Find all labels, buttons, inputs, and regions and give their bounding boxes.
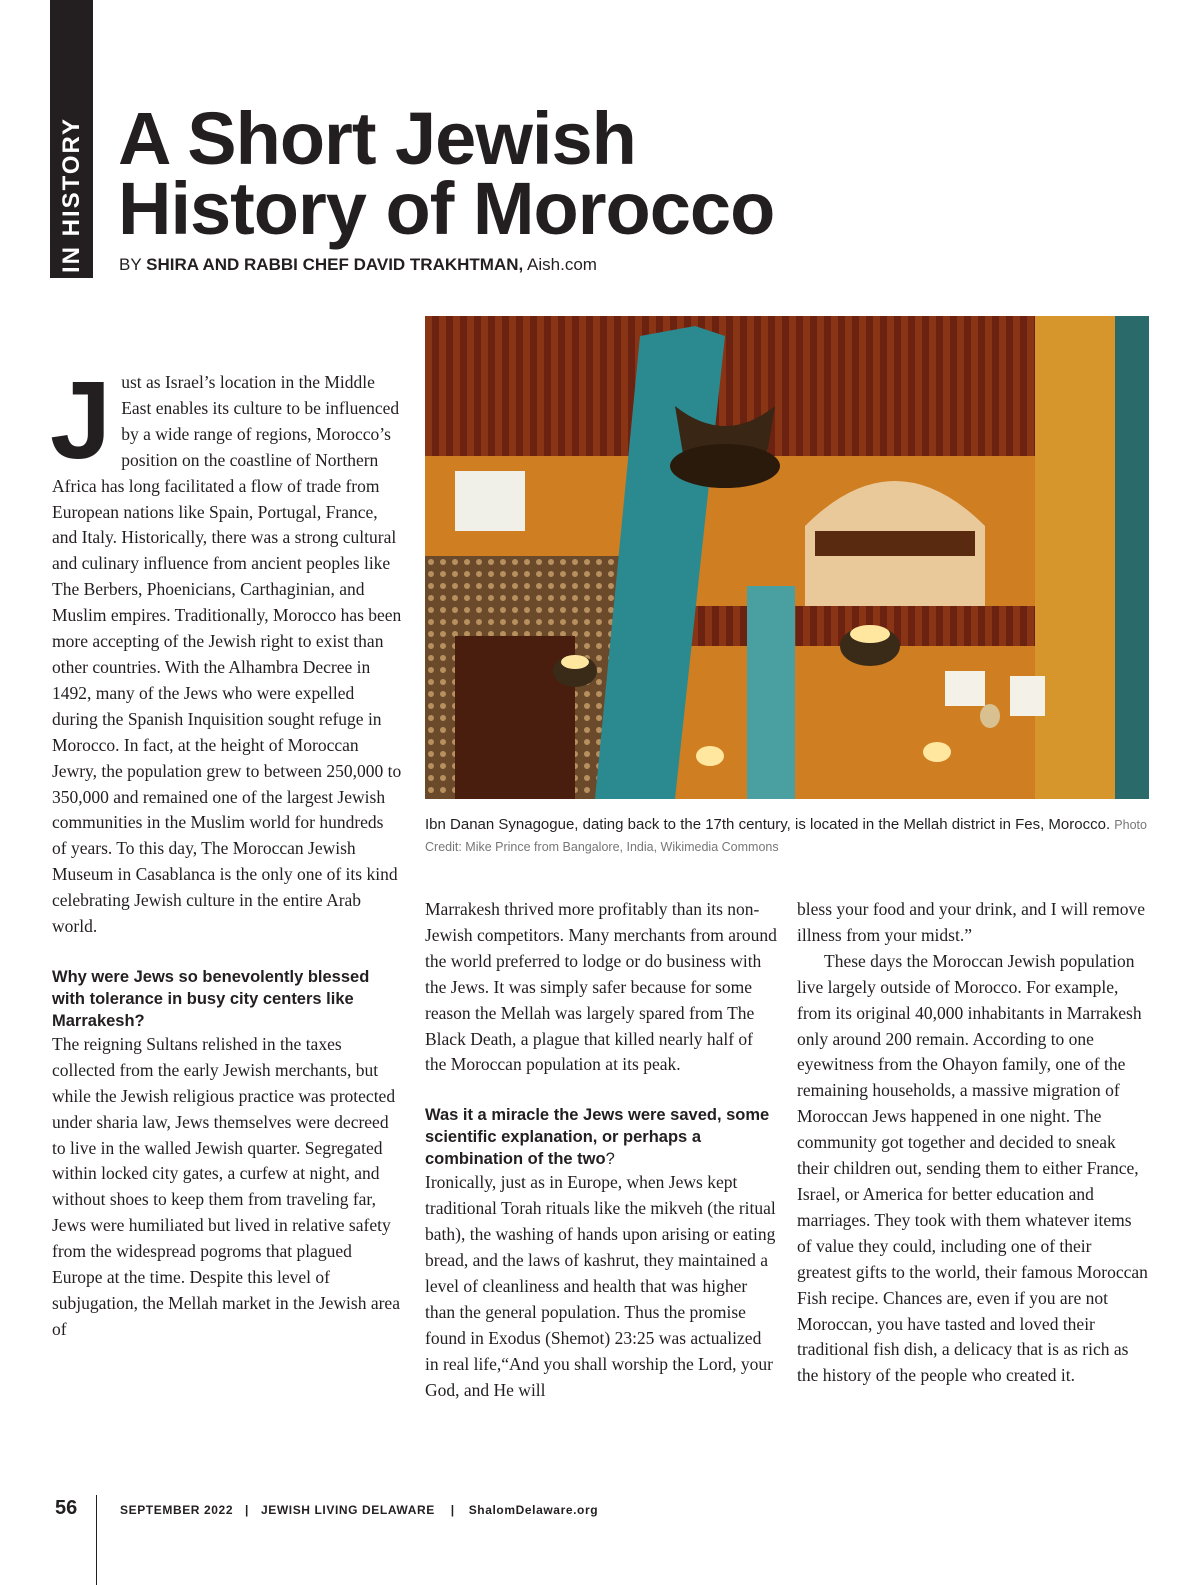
title-line-1: A Short Jewish bbox=[118, 97, 636, 180]
article-column-3 bbox=[797, 897, 1149, 1389]
subheading-tolerance: Why were Jews so benevolently blessed with tolerance in busy city centers like Marrakesh? bbox=[52, 967, 370, 1030]
intro-text: ust as Israel’s location in the Middle East enables its culture to be influenced by a wide range of regions, Morocco’s position on the coastline of Northern Africa has long facilitated a flow of trade from European nations like Spain, Portugal, France, and Italy. Historically, there was a strong cultural and culinary influence from ancient peoples like The Berbers, Phoenicians, Carthaginian, and Muslim empires. Traditionally, Morocco has been more accepting of the Jewish right to exist than other countries. With the Alhambra Decree in 1492, many of the Jews who were expelled during the Spanish Inquisition sought refuge in Morocco. In fact, at the height of Moroccan Jewry, the population grew to between 250,000 to 350,000 and remained one of the largest Jewish communities in the Muslim world for hundreds of years. To this day, The Moroccan Jewish Museum in Casablanca is the only one of its kind celebrating Jewish culture in the entire Arab world. bbox=[52, 372, 402, 937]
title-line-2: History of Morocco bbox=[118, 167, 775, 250]
caption-text: Ibn Danan Synagogue, dating back to the 17th century, is located in the Mellah district in Fes, Morocco. bbox=[425, 816, 1111, 833]
footer-publication: JEWISH LIVING DELAWARE bbox=[260, 1503, 435, 1517]
paragraph-migration: These days the Moroccan Jewish population live largely outside of Morocco. For example, from its original 40,000 inhabitants in Marrakesh only around 200 remain. According to one eyewitness from the Ohayon family, one of the remaining households, a massive migration of Moroccan Jews happened in one night. The community got together and decided to sneak their children out, sending them to either France, Israel, or America for better education and marriages. They took with them whatever items of value they could, including one of their greatest gifts to the world, their famous Moroccan Fish recipe. Chances are, even if you are not Moroccan, you have tasted and loved their traditional fish dish, a delicacy that is as rich as the history of the people who created it. bbox=[797, 950, 1148, 1386]
footer-separator: | bbox=[245, 1503, 250, 1517]
footer-separator: | bbox=[450, 1503, 455, 1517]
drop-cap: J bbox=[50, 359, 112, 482]
page-number: 56 bbox=[55, 1497, 78, 1519]
page-footer bbox=[0, 1495, 1200, 1555]
section-tab bbox=[50, 0, 93, 278]
intro-paragraph bbox=[50, 359, 402, 940]
subheading-miracle-end: ? bbox=[605, 1150, 615, 1169]
article-column-2 bbox=[425, 897, 777, 1404]
byline bbox=[119, 255, 597, 275]
footer-divider bbox=[96, 1495, 97, 1585]
synagogue-photo bbox=[425, 316, 1149, 799]
paragraph-sultans: The reigning Sultans relished in the taxes collected from the early Jewish merchants, but while the Jewish religious practice was protected under sharia law, Jews themselves were decreed to live in the walled Jewish quarter. Segregated within locked city gates, a curfew at night, and without shoes to keep them from traveling far, Jews were humiliated but lived in relative safety from the widespread pogroms that plagued Europe at the time. Despite this level of subjugation, the Mellah market in the Jewish area of bbox=[52, 1033, 400, 1339]
paragraph-rituals: Ironically, just as in Europe, when Jews kept traditional Torah rituals like the mikveh (the ritual bath), the washing of hands upon arising or eating bread, and the laws of kashrut, they maintained a level of cleanliness and health that was higher than the general population. Thus the promise found in Exodus (Shemot) 23:25 was actualized in real life,“And you shall worship the Lord, your God, and He will bbox=[425, 1172, 776, 1400]
article-title bbox=[118, 97, 775, 250]
footer-info bbox=[120, 1503, 598, 1517]
footer-issue: SEPTEMBER 2022 bbox=[120, 1503, 234, 1517]
subheading-miracle bbox=[425, 1104, 777, 1170]
photo-credit: Photo Credit: Mike Prince from Bangalore, India, Wikimedia Commons bbox=[425, 818, 1147, 854]
article-column-1 bbox=[50, 359, 402, 1343]
photo-caption bbox=[425, 814, 1150, 858]
section-label: IN HISTORY bbox=[57, 116, 85, 274]
synagogue-photo-illustration bbox=[425, 316, 1149, 799]
byline-source: Aish.com bbox=[527, 255, 597, 274]
byline-authors: SHIRA AND RABBI CHEF DAVID TRAKHTMAN, bbox=[146, 255, 524, 274]
byline-prefix: BY bbox=[119, 255, 142, 274]
paragraph-marrakesh: Marrakesh thrived more profitably than its non-Jewish competitors. Many merchants from around the world preferred to lodge or do business with the Jews. It was simply safer because for some reason the Mellah was largely spared from The Black Death, a plague that killed nearly half of the Moroccan population at its peak. bbox=[425, 899, 777, 1075]
footer-website[interactable]: ShalomDelaware.org bbox=[468, 1503, 599, 1517]
paragraph-blessing: bless your food and your drink, and I will remove illness from your midst.” bbox=[797, 899, 1145, 945]
subheading-miracle-text: Was it a miracle the Jews were saved, some scientific explanation, or perhaps a combination of the two bbox=[425, 1106, 770, 1169]
